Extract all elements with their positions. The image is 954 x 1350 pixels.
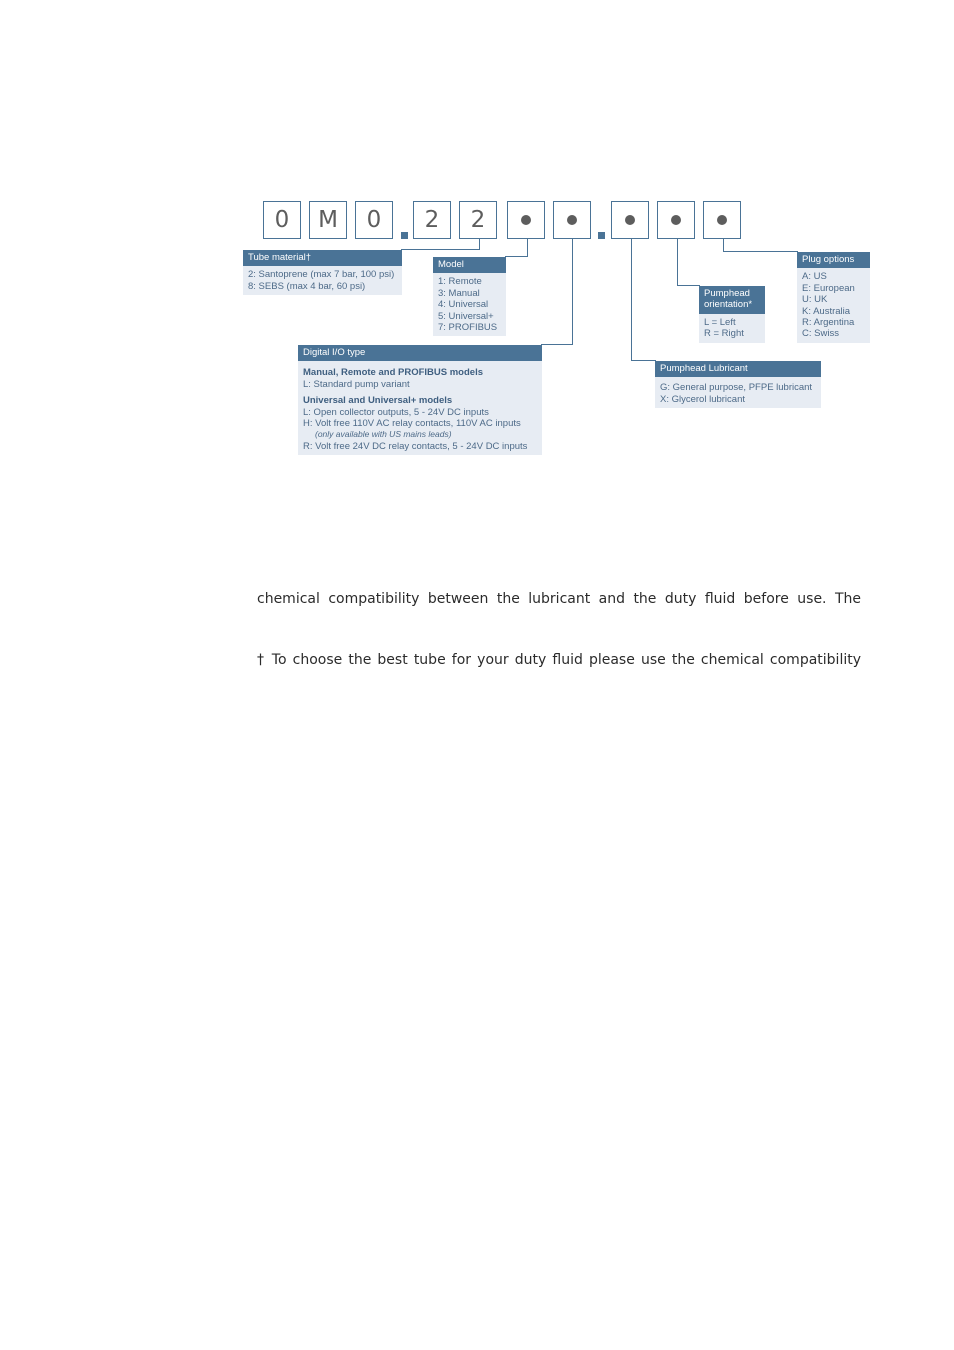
lubricant-option: G: General purpose, PFPE lubricant: [660, 382, 813, 394]
code-placeholder-digital-io: [507, 201, 545, 239]
code-placeholder-orientation: [657, 201, 695, 239]
digital-io-panel: [298, 345, 542, 455]
lubricant-option: X: Glycerol lubricant: [660, 393, 746, 405]
connector-orientation: [677, 285, 700, 286]
connector-lubricant: [631, 239, 632, 361]
connector-tube-material: [401, 249, 480, 250]
plug-option: E: European: [802, 282, 855, 294]
code-char-4: 2: [413, 201, 451, 239]
plug-option: R: Argentina: [802, 317, 855, 329]
plug-option: C: Swiss: [802, 328, 839, 340]
digital-io-note: (only available with US mains leads): [315, 429, 452, 440]
plug-option: K: Australia: [802, 305, 851, 317]
footnote-text-line: † To choose the best tube for your duty fluid please use the chemical compatibility: [257, 652, 861, 668]
plug-option: A: US: [802, 271, 827, 283]
digital-io-title: Digital I/O type: [298, 345, 542, 361]
connector-lubricant: [631, 360, 656, 361]
code-char-3: 0: [355, 201, 393, 239]
plug-option: U: UK: [802, 294, 828, 306]
code-char-5: 2: [459, 201, 497, 239]
model-title: Model: [433, 257, 506, 273]
pumphead-orientation-title: Pumphead: [704, 288, 750, 299]
model-panel: [433, 257, 506, 336]
tube-material-panel: [243, 250, 402, 295]
code-placeholder-lubricant: [611, 201, 649, 239]
connector-model: [527, 239, 528, 257]
code-placeholder-model: [553, 201, 591, 239]
plug-options-title: Plug options: [797, 252, 870, 268]
connector-model: [505, 256, 528, 257]
connector-plug-options: [723, 251, 798, 252]
model-option: 3: Manual: [438, 287, 480, 299]
body-text-line: chemical compatibility between the lubricant and the duty fluid before use. The: [257, 591, 861, 607]
code-separator: [598, 232, 605, 239]
digital-io-group-title: Manual, Remote and PROFIBUS models: [303, 367, 483, 379]
digital-io-group-title: Universal and Universal+ models: [303, 395, 453, 407]
digital-io-option: L: Standard pump variant: [303, 378, 410, 390]
tube-material-option: 8: SEBS (max 4 bar, 60 psi): [248, 280, 366, 292]
orientation-option: L = Left: [704, 316, 736, 328]
connector-digital-io: [541, 344, 573, 345]
code-char-1: 0: [263, 201, 301, 239]
pumphead-lubricant-title: Pumphead Lubricant: [655, 361, 821, 377]
code-separator: [401, 232, 408, 239]
digital-io-option: R: Volt free 24V DC relay contacts, 5 - 24V DC inputs: [303, 440, 528, 452]
model-option: 1: Remote: [438, 276, 482, 288]
plug-options-panel: [797, 252, 870, 343]
orientation-option: R = Right: [704, 328, 744, 340]
tube-material-title: Tube material†: [243, 250, 402, 266]
model-option: 5: Universal+: [438, 310, 494, 322]
connector-orientation: [677, 239, 678, 286]
code-char-2: M: [309, 201, 347, 239]
model-option: 4: Universal: [438, 299, 489, 311]
model-option: 7: PROFIBUS: [438, 322, 498, 334]
pumphead-orientation-title: orientation*: [704, 299, 753, 311]
connector-digital-io: [572, 239, 573, 345]
digital-io-option: H: Volt free 110V AC relay contacts, 110V AC inputs: [303, 418, 521, 430]
code-placeholder-plug: [703, 201, 741, 239]
pumphead-lubricant-panel: [655, 361, 821, 408]
digital-io-option: L: Open collector outputs, 5 - 24V DC inputs: [303, 406, 489, 418]
pumphead-orientation-panel: [699, 286, 765, 343]
tube-material-option: 2: Santoprene (max 7 bar, 100 psi): [248, 269, 395, 281]
